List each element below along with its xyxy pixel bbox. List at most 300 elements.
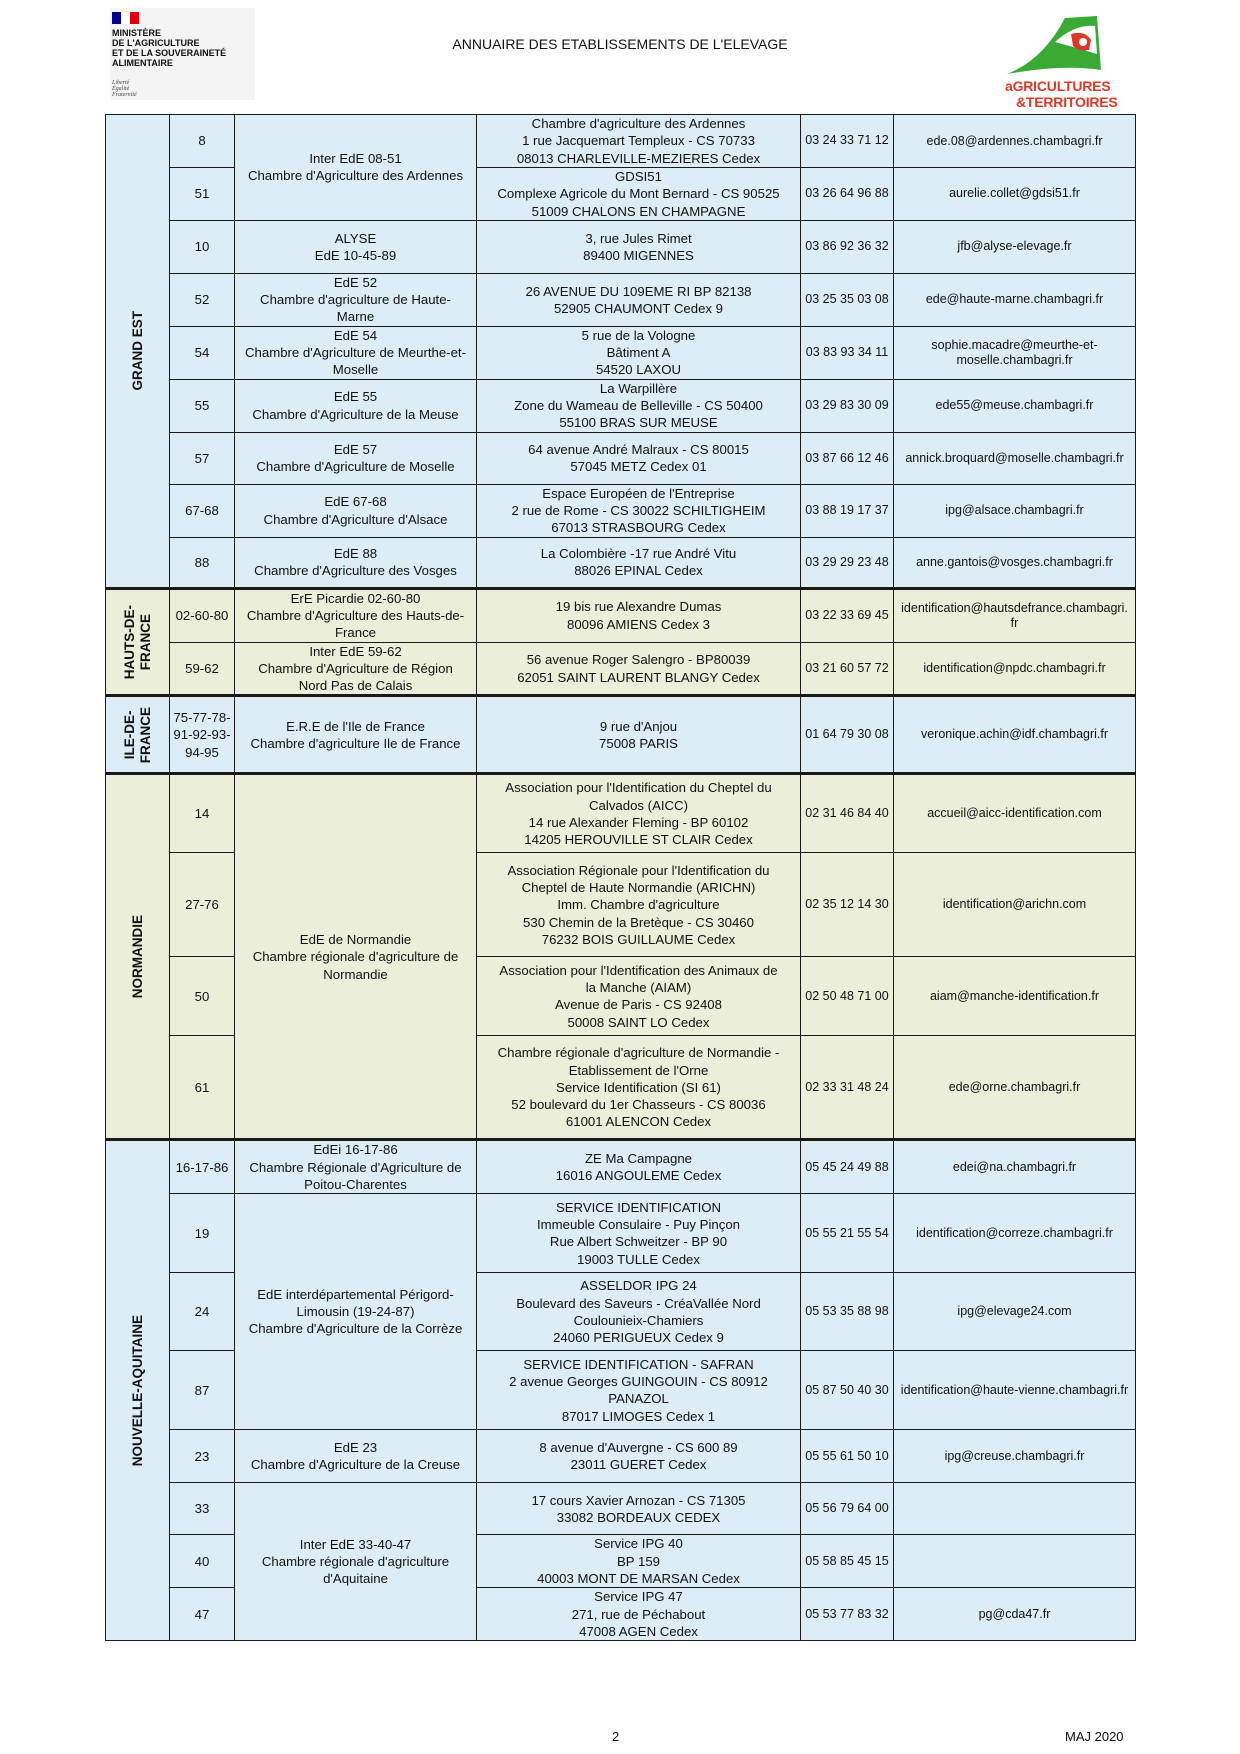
- text-line: EdE 52: [333, 274, 378, 290]
- text-line: Chambre régionale d'agriculture de Normandie -: [497, 1045, 780, 1061]
- department-cell: [170, 484, 235, 537]
- department-cell: [170, 115, 235, 168]
- text-line: ASSELDOR IPG 24: [580, 1278, 697, 1294]
- text-line: 50008 SAINT LO Cedex: [567, 1014, 710, 1030]
- text-line: Chambre d'Agriculture de Région: [258, 660, 453, 676]
- text-line: Poitou-Charentes: [304, 1177, 407, 1193]
- email-cell[interactable]: [894, 774, 1136, 853]
- text-line: 55: [194, 398, 210, 414]
- logo-text-line2: &TERRITOIRES: [1016, 94, 1118, 110]
- table-row: [106, 1194, 1136, 1273]
- text-line: la Manche (AIAM): [585, 980, 692, 996]
- text-line: 8: [198, 133, 206, 149]
- text-line: 24060 PERIGUEUX Cedex 9: [553, 1330, 724, 1346]
- phone-cell: 03 87 66 12 46: [801, 432, 894, 484]
- address-cell: [477, 957, 801, 1036]
- phone-cell: 05 58 85 45 15: [801, 1535, 894, 1588]
- establishment-cell: [235, 537, 477, 588]
- text-line: Chambre d'Agriculture des Ardennes: [247, 168, 464, 184]
- address-cell: [477, 696, 801, 774]
- table-row: [106, 537, 1136, 588]
- phone-cell: 03 29 29 23 48: [801, 537, 894, 588]
- region-cell: [106, 115, 170, 589]
- ministry-name-line: ALIMENTAIRE: [112, 58, 173, 68]
- address-cell: [477, 326, 801, 379]
- department-cell: [170, 432, 235, 484]
- text-line: Chambre d'Agriculture des Vosges: [254, 563, 457, 579]
- text-line: ede55@meuse.chambagri.fr: [935, 398, 1094, 413]
- text-line: EdE 23: [333, 1440, 378, 1456]
- address-cell: [477, 588, 801, 642]
- email-cell[interactable]: [894, 432, 1136, 484]
- text-line: ALYSE: [334, 230, 377, 246]
- department-cell: [170, 588, 235, 642]
- text-line: 08013 CHARLEVILLE-MEZIERES Cedex: [516, 150, 761, 166]
- address-cell: [477, 774, 801, 853]
- establishment-cell: [235, 1430, 477, 1483]
- establishment-cell: [235, 432, 477, 484]
- text-line: ede@haute-marne.chambagri.fr: [925, 292, 1104, 307]
- text-line: 87: [194, 1382, 210, 1398]
- text-line: 271, rue de Péchabout: [571, 1606, 706, 1622]
- table-row: [106, 115, 1136, 168]
- text-line: 8 avenue d'Auvergne - CS 600 89: [539, 1440, 738, 1456]
- department-cell: [170, 537, 235, 588]
- department-cell: [170, 326, 235, 379]
- text-line: Inter EdE 33-40-47: [299, 1536, 412, 1552]
- email-cell[interactable]: [894, 379, 1136, 432]
- text-line: Chambre d'agriculture Ile de France: [250, 735, 461, 751]
- table-row: [106, 1140, 1136, 1194]
- region-label: [130, 1315, 146, 1466]
- logo-text-line1: aGRICULTURES: [1005, 78, 1111, 94]
- phone-cell: 05 87 50 40 30: [801, 1351, 894, 1430]
- text-line: 55100 BRAS SUR MEUSE: [559, 415, 718, 431]
- text-line: Nord Pas de Calais: [298, 678, 413, 694]
- address-cell: [477, 1194, 801, 1273]
- text-line: aiam@manche-identification.fr: [929, 988, 1099, 1003]
- email-cell[interactable]: [894, 273, 1136, 326]
- email-cell[interactable]: [894, 1194, 1136, 1273]
- text-line: Chambre d'Agriculture d'Alsace: [263, 511, 448, 527]
- department-cell: [170, 853, 235, 957]
- email-cell[interactable]: [894, 484, 1136, 537]
- text-line: Marne: [336, 309, 375, 325]
- table-row: [106, 484, 1136, 537]
- region-label: [122, 707, 154, 763]
- text-line: 5 rue de la Vologne: [581, 327, 696, 343]
- email-cell[interactable]: [894, 115, 1136, 168]
- phone-cell: 02 31 46 84 40: [801, 774, 894, 853]
- text-line: Inter EdE 08-51: [309, 151, 402, 167]
- text-line: pg@cda47.fr: [978, 1606, 1051, 1621]
- text-line: anne.gantois@vosges.chambagri.fr: [916, 554, 1113, 569]
- text-line: 47008 AGEN Cedex: [579, 1623, 698, 1639]
- email-cell[interactable]: [894, 1430, 1136, 1483]
- text-line: 02-60-80: [175, 607, 229, 623]
- phone-cell: 03 88 19 17 37: [801, 484, 894, 537]
- text-line: Association Régionale pour l'Identification du: [507, 862, 770, 878]
- text-line: 10: [194, 239, 210, 255]
- phone-cell: 01 64 79 30 08: [801, 696, 894, 774]
- email-cell[interactable]: [894, 1535, 1136, 1588]
- establishment-cell: [235, 774, 477, 1140]
- department-cell: [170, 1273, 235, 1351]
- department-cell: [170, 1535, 235, 1588]
- text-line: 26 AVENUE DU 109EME RI BP 82138: [525, 283, 752, 299]
- text-line: Chambre régionale d'agriculture: [261, 1554, 450, 1570]
- text-line: 24: [194, 1304, 210, 1320]
- text-line: 56 avenue Roger Salengro - BP80039: [526, 652, 751, 668]
- department-cell: [170, 1194, 235, 1273]
- text-line: annick.broquard@moselle.chambagri.fr: [905, 450, 1124, 465]
- text-line: Inter EdE 59-62: [309, 643, 402, 659]
- address-cell: [477, 1273, 801, 1351]
- text-line: sophie.macadre@meurthe-et-: [931, 337, 1098, 352]
- address-cell: [477, 1430, 801, 1483]
- department-cell: [170, 1140, 235, 1194]
- address-cell: [477, 115, 801, 168]
- region-label: [130, 915, 146, 998]
- text-line: 14: [194, 806, 210, 822]
- text-line: Chambre d'agriculture de Haute-: [260, 292, 451, 308]
- text-line: 94-95: [185, 744, 219, 760]
- text-line: FRANCE: [137, 613, 153, 671]
- text-line: Etablissement de l'Orne: [568, 1062, 709, 1078]
- text-line: Cheptel de Haute Normandie (ARICHN): [521, 880, 756, 895]
- text-line: jfb@alyse-elevage.fr: [957, 239, 1072, 254]
- text-line: 40003 MONT DE MARSAN Cedex: [537, 1570, 740, 1586]
- address-cell: [477, 432, 801, 484]
- text-line: Chambre d'Agriculture des Hauts-de-: [246, 607, 465, 623]
- text-line: 75-77-78-: [173, 710, 231, 725]
- text-line: Chambre régionale d'agriculture de: [252, 949, 459, 965]
- address-cell: [477, 1535, 801, 1588]
- text-line: 67-68: [185, 503, 219, 519]
- establishment-cell: [235, 484, 477, 537]
- text-line: 16-17-86: [175, 1159, 229, 1175]
- region-cell: [106, 774, 170, 1140]
- establishment-cell: [235, 1140, 477, 1194]
- email-cell[interactable]: [894, 853, 1136, 957]
- phone-cell: 05 45 24 49 88: [801, 1140, 894, 1194]
- ministry-name-line: MINISTÈRE: [112, 28, 162, 38]
- text-line: 23: [194, 1448, 210, 1464]
- text-line: Boulevard des Saveurs - CréaVallée Nord: [516, 1295, 761, 1311]
- phone-cell: 02 35 12 14 30: [801, 853, 894, 957]
- text-line: EdE 10-45-89: [314, 247, 397, 263]
- text-line: 51009 CHALONS EN CHAMPAGNE: [531, 203, 746, 219]
- text-line: 40: [194, 1553, 210, 1569]
- republic-motto: [112, 80, 137, 98]
- motto-line: Égalité: [112, 86, 130, 92]
- ministry-name-line: DE L'AGRICULTURE: [112, 38, 200, 48]
- text-line: HAUTS-DE-: [121, 604, 137, 680]
- phone-cell: 05 53 35 88 98: [801, 1273, 894, 1351]
- text-line: Chambre Régionale d'Agriculture de: [249, 1159, 462, 1175]
- text-line: 75008 PARIS: [599, 735, 678, 751]
- table-row: [106, 696, 1136, 774]
- logo-emblem-icon: [1003, 12, 1123, 78]
- department-cell: [170, 273, 235, 326]
- text-line: 9 rue d'Anjou: [599, 718, 678, 734]
- address-cell: [477, 379, 801, 432]
- text-line: Chambre d'Agriculture de la Corrèze: [248, 1321, 463, 1337]
- text-line: Service IPG 40: [594, 1536, 683, 1552]
- address-cell: [477, 537, 801, 588]
- text-line: La Warpillère: [599, 380, 678, 396]
- text-line: NOUVELLE-AQUITAINE: [129, 1315, 145, 1467]
- text-line: 64 avenue André Malraux - CS 80015: [528, 441, 749, 457]
- text-line: 54520 LAXOU: [595, 362, 682, 378]
- table-row: [106, 432, 1136, 484]
- text-line: ipg@alsace.chambagri.fr: [945, 503, 1084, 518]
- text-line: ZE Ma Campagne: [584, 1151, 692, 1167]
- text-line: ILE-DE-: [121, 710, 137, 760]
- department-cell: [170, 774, 235, 853]
- address-cell: [477, 484, 801, 537]
- text-line: FRANCE: [137, 706, 153, 764]
- text-line: 62051 SAINT LAURENT BLANGY Cedex: [517, 669, 760, 685]
- text-line: Normandie: [323, 966, 388, 982]
- department-cell: [170, 957, 235, 1036]
- text-line: Espace Européen de l'Entreprise: [542, 485, 735, 501]
- table-row: [106, 1430, 1136, 1483]
- text-line: Limousin (19-24-87): [296, 1304, 415, 1320]
- phone-cell: 05 56 79 64 00: [801, 1483, 894, 1535]
- text-line: Bâtiment A: [606, 345, 671, 361]
- text-line: 52: [194, 292, 210, 308]
- french-flag-icon: [112, 12, 139, 24]
- phone-cell: 03 25 35 03 08: [801, 273, 894, 326]
- table-row: [106, 774, 1136, 853]
- text-line: Service IPG 47: [594, 1589, 683, 1605]
- text-line: 88026 EPINAL Cedex: [574, 563, 703, 579]
- text-line: 54: [194, 345, 210, 361]
- department-cell: [170, 642, 235, 696]
- establishment-cell: [235, 220, 477, 273]
- table-row: [106, 326, 1136, 379]
- text-line: EdE 55: [333, 389, 378, 405]
- text-line: EdE interdépartemental Périgord-: [257, 1286, 454, 1302]
- text-line: 51: [194, 186, 210, 202]
- page-number: 2: [612, 1729, 620, 1744]
- text-line: Avenue de Paris - CS 92408: [555, 997, 722, 1013]
- text-line: Service Identification (SI 61): [556, 1079, 721, 1095]
- establishment-cell: [235, 642, 477, 696]
- text-line: Association pour l'Identification des Animaux de: [499, 962, 778, 978]
- agricultures-territoires-logo: [1003, 12, 1123, 112]
- email-cell[interactable]: [894, 168, 1136, 221]
- text-line: 17 cours Xavier Arnozan - CS 71305: [531, 1492, 746, 1508]
- text-line: Association pour l'Identification du Cheptel du: [505, 780, 772, 796]
- text-line: Zone du Wameau de Belleville - CS 50400: [514, 398, 763, 414]
- establishment-cell: [235, 326, 477, 379]
- text-line: ipg@creuse.chambagri.fr: [944, 1448, 1085, 1463]
- address-cell: [477, 853, 801, 957]
- text-line: Calvados (AICC): [589, 797, 688, 813]
- text-line: 33: [194, 1501, 210, 1517]
- address-cell: [477, 1351, 801, 1430]
- table-row: [106, 642, 1136, 696]
- ministry-logo: [110, 8, 255, 100]
- email-cell[interactable]: [894, 696, 1136, 774]
- text-line: Chambre d'Agriculture de la Meuse: [252, 406, 459, 422]
- text-line: Moselle: [332, 362, 379, 378]
- text-line: 2 avenue Georges GUINGOUIN - CS 80912: [509, 1374, 768, 1390]
- text-line: EdE 67-68: [324, 494, 387, 510]
- email-cell[interactable]: [894, 1351, 1136, 1430]
- text-line: 52905 CHAUMONT Cedex 9: [553, 300, 724, 316]
- email-cell[interactable]: [894, 1036, 1136, 1140]
- text-line: identification@arichn.com: [942, 897, 1087, 912]
- text-line: 59-62: [185, 660, 219, 676]
- text-line: PANAZOL: [608, 1391, 669, 1407]
- email-cell[interactable]: [894, 537, 1136, 588]
- text-line: aurelie.collet@gdsi51.fr: [949, 186, 1080, 201]
- text-line: 33082 BORDEAUX CEDEX: [556, 1509, 721, 1525]
- email-cell[interactable]: [894, 326, 1136, 379]
- motto-line: Liberté: [112, 80, 130, 86]
- department-cell: [170, 1588, 235, 1641]
- text-line: 67013 STRASBOURG Cedex: [551, 520, 726, 536]
- region-cell: [106, 1140, 170, 1641]
- phone-cell: 05 55 61 50 10: [801, 1430, 894, 1483]
- text-line: Complexe Agricole du Mont Bernard - CS 90525: [497, 186, 780, 202]
- email-cell[interactable]: [894, 1588, 1136, 1641]
- establishment-cell: [235, 1194, 477, 1430]
- table-row: [106, 379, 1136, 432]
- text-line: 19003 TULLE Cedex: [577, 1251, 700, 1267]
- phone-cell: 02 33 31 48 24: [801, 1036, 894, 1140]
- text-line: 27-76: [185, 897, 219, 913]
- update-date: MAJ 2020: [1065, 1729, 1124, 1744]
- address-cell: [477, 273, 801, 326]
- text-line: Chambre d'Agriculture de la Creuse: [250, 1457, 461, 1473]
- text-line: ede@orne.chambagri.fr: [948, 1079, 1081, 1094]
- text-line: 89400 MIGENNES: [583, 247, 694, 263]
- phone-cell: 05 53 77 83 32: [801, 1588, 894, 1641]
- text-line: SERVICE IDENTIFICATION: [555, 1199, 722, 1215]
- department-cell: [170, 696, 235, 774]
- text-line: fr: [1010, 615, 1019, 630]
- text-line: 88: [194, 554, 210, 570]
- text-line: 19 bis rue Alexandre Dumas: [555, 599, 722, 615]
- text-line: E.R.E de l'Ile de France: [286, 718, 425, 734]
- text-line: EdE de Normandie: [299, 932, 412, 947]
- address-cell: [477, 1140, 801, 1194]
- region-cell: [106, 588, 170, 696]
- text-line: EdE 88: [333, 545, 378, 561]
- phone-cell: 03 22 33 69 45: [801, 588, 894, 642]
- phone-cell: 05 55 21 55 54: [801, 1194, 894, 1273]
- email-cell[interactable]: [894, 957, 1136, 1036]
- text-line: Rue Albert Schweitzer - BP 90: [549, 1234, 728, 1250]
- establishment-cell: [235, 273, 477, 326]
- phone-cell: 03 26 64 96 88: [801, 168, 894, 221]
- text-line: Imm. Chambre d'agriculture: [557, 897, 720, 913]
- address-cell: [477, 220, 801, 273]
- text-line: GDSI51: [615, 169, 662, 184]
- email-cell[interactable]: [894, 642, 1136, 696]
- text-line: Chambre d'Agriculture de Moselle: [256, 459, 455, 475]
- establishments-table: [105, 114, 1136, 1641]
- phone-cell: 03 21 60 57 72: [801, 642, 894, 696]
- phone-cell: 03 24 33 71 12: [801, 115, 894, 168]
- ministry-name-line: ET DE LA SOUVERAINETÉ: [112, 48, 227, 58]
- text-line: edei@na.chambagri.fr: [952, 1159, 1077, 1174]
- text-line: identification@haute-vienne.chambagri.fr: [900, 1382, 1129, 1397]
- text-line: BP 159: [616, 1553, 661, 1569]
- phone-cell: 02 50 48 71 00: [801, 957, 894, 1036]
- address-cell: [477, 1036, 801, 1140]
- email-cell[interactable]: [894, 1483, 1136, 1535]
- text-line: 57: [194, 450, 210, 466]
- department-cell: [170, 1036, 235, 1140]
- text-line: 61: [194, 1079, 210, 1095]
- text-line: NORMANDIE: [129, 915, 145, 999]
- text-line: 3, rue Jules Rimet: [585, 230, 692, 246]
- region-cell: [106, 696, 170, 774]
- text-line: La Colombière -17 rue André Vitu: [540, 545, 737, 561]
- establishment-cell: [235, 115, 477, 221]
- text-line: Coulounieix-Chamiers: [573, 1312, 704, 1328]
- text-line: ErE Picardie 02-60-80: [290, 590, 421, 606]
- text-line: accueil@aicc-identification.com: [927, 806, 1102, 821]
- text-line: 61001 ALENCON Cedex: [565, 1114, 712, 1130]
- department-cell: [170, 1351, 235, 1430]
- address-cell: [477, 642, 801, 696]
- motto-line: Fraternité: [112, 92, 137, 98]
- text-line: 50: [194, 988, 210, 1004]
- text-line: 23011 GUERET Cedex: [570, 1457, 707, 1473]
- establishment-cell: [235, 588, 477, 642]
- text-line: identification@correze.chambagri.fr: [916, 1225, 1113, 1240]
- department-cell: [170, 1430, 235, 1483]
- address-cell: [477, 168, 801, 221]
- text-line: Chambre d'agriculture des Ardennes: [531, 116, 746, 132]
- text-line: 14 rue Alexander Fleming - BP 60102: [528, 814, 749, 830]
- email-cell[interactable]: [894, 588, 1136, 642]
- text-line: EdEi 16-17-86: [313, 1142, 398, 1158]
- table-row: [106, 588, 1136, 642]
- department-cell: [170, 168, 235, 221]
- text-line: EdE 54: [333, 327, 378, 343]
- text-line: moselle.chambagri.fr: [956, 352, 1073, 367]
- email-cell[interactable]: [894, 1273, 1136, 1351]
- table-row: [106, 220, 1136, 273]
- text-line: 19: [194, 1225, 210, 1241]
- department-cell: [170, 220, 235, 273]
- phone-cell: 03 29 83 30 09: [801, 379, 894, 432]
- text-line: 91-92-93-: [173, 727, 231, 743]
- region-label: [122, 605, 154, 679]
- department-cell: [170, 1483, 235, 1535]
- email-cell[interactable]: [894, 220, 1136, 273]
- text-line: d'Aquitaine: [323, 1571, 388, 1587]
- text-line: 47: [194, 1606, 210, 1622]
- table-row: [106, 273, 1136, 326]
- text-line: 52 boulevard du 1er Chasseurs - CS 80036: [511, 1097, 766, 1113]
- address-cell: [477, 1483, 801, 1535]
- text-line: veronique.achin@idf.chambagri.fr: [920, 727, 1109, 742]
- table-row: [106, 1483, 1136, 1535]
- document-title: ANNUAIRE DES ETABLISSEMENTS DE L'ELEVAGE: [452, 36, 788, 52]
- text-line: 14205 HEROUVILLE ST CLAIR Cedex: [524, 832, 753, 848]
- text-line: SERVICE IDENTIFICATION - SAFRAN: [523, 1356, 754, 1372]
- text-line: 1 rue Jacquemart Templeux - CS 70733: [522, 133, 755, 149]
- email-cell[interactable]: [894, 1140, 1136, 1194]
